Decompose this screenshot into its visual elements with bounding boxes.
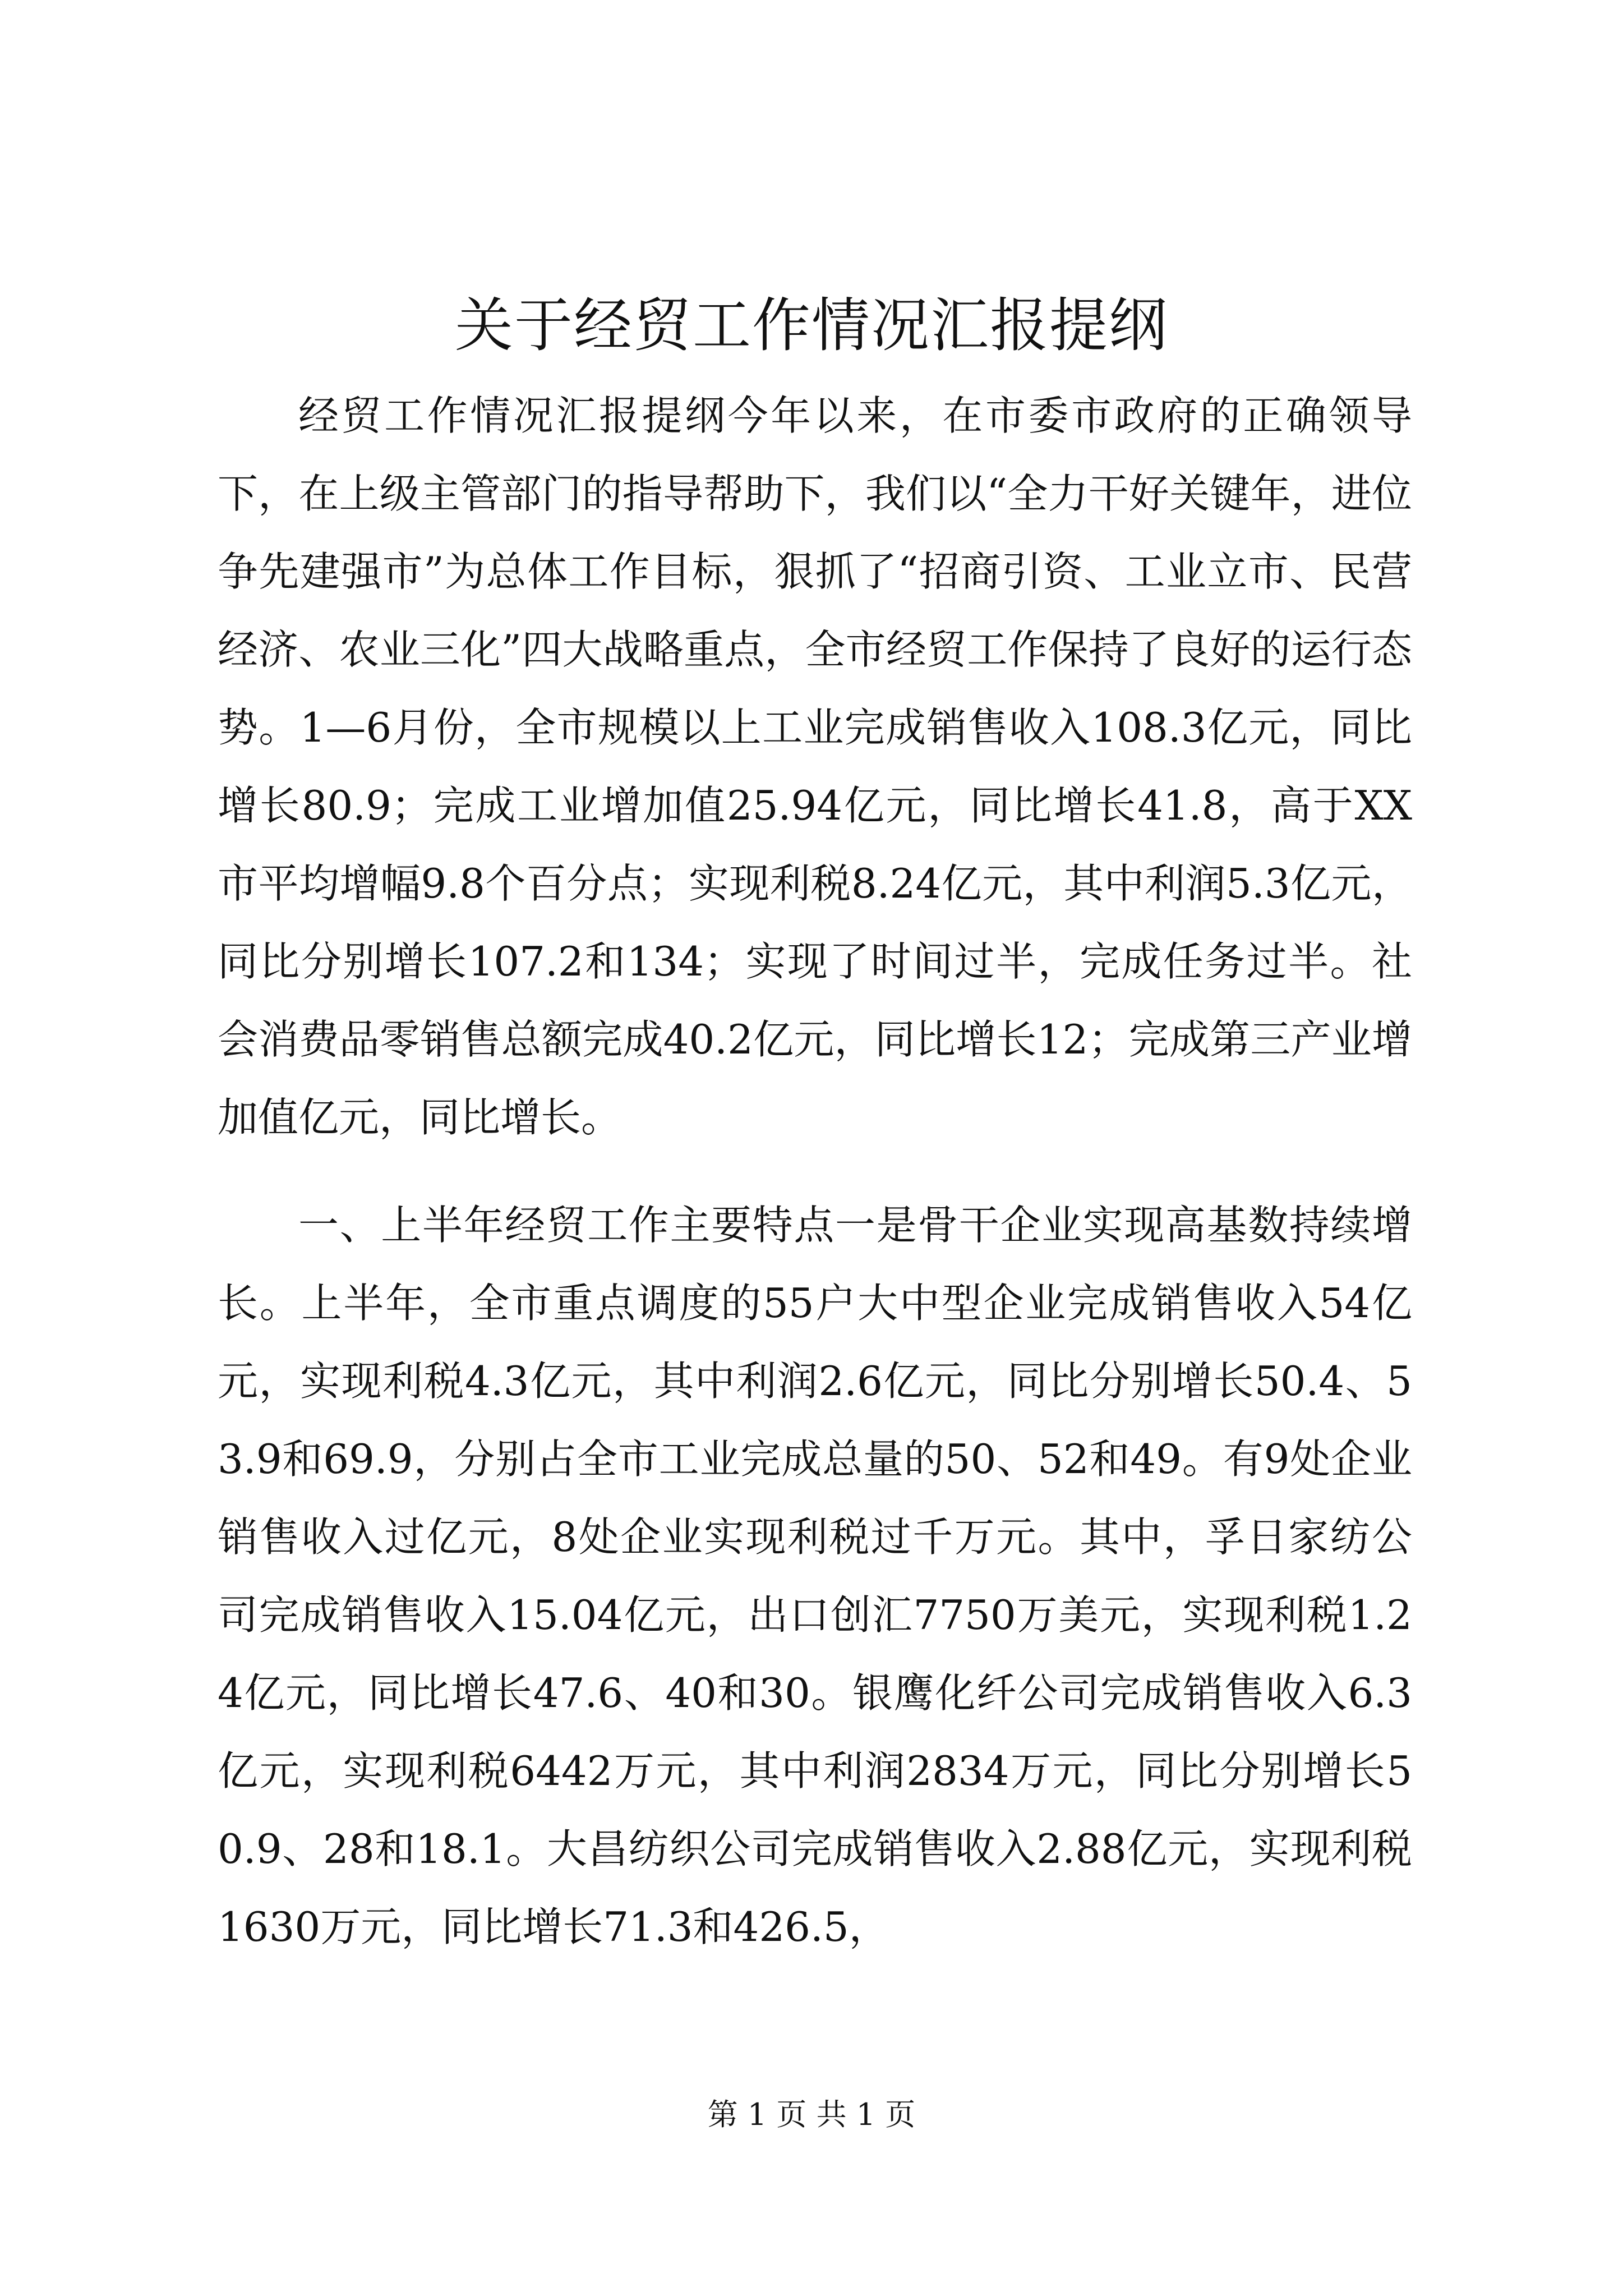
paragraph-intro: 经贸工作情况汇报提纲今年以来，在市委市政府的正确领导下，在上级主管部门的指导帮助下，我们以“全力干好关键年，进位争先建强市”为总体工作目标，狠抓了“招商引资、工业立市、民营经济、农业三化”四大战略重点，全市经贸工作保持了良好的运行态势。1—6月份，全市规模以上工业完成销售收入108.3亿元，同比增长80.9；完成工业增加值25.94亿元，同比增长41.8，高于XX市平均增幅9.8个百分点；实现利税8.24亿元，其中利润5.3亿元，同比分别增长107.2和134；实现了时间过半，完成任务过半。社会消费品零销售总额完成40.2亿元，同比增长12；完成第三产业增加值亿元，同比增长。 — [218, 392, 1412, 1141]
paragraph-section-one: 一、上半年经贸工作主要特点一是骨干企业实现高基数持续增长。上半年，全市重点调度的55户大中型企业完成销售收入54亿元，实现利税4.3亿元，其中利润2.6亿元，同比分别增长50.4、53.9和69.9，分别占全市工业完成总量的50、52和49。有9处企业销售收入过亿元，8处企业实现利税过千万元。其中，孚日家纺公司完成销售收入15.04亿元，出口创汇7750万美元，实现利税1.24亿元，同比增长47.6、40和30。银鹰化纤公司完成销售收入6.3亿元，实现利税6442万元，其中利润2834万元，同比分别增长50.9、28和18.1。大昌纺织公司完成销售收入2.88亿元，实现利税1630万元，同比增长71.3和426.5， — [218, 1202, 1412, 1950]
document-title: 关于经贸工作情况汇报提纲 — [454, 291, 1168, 360]
page-number-footer: 第 1 页 共 1 页 — [707, 2097, 916, 2132]
